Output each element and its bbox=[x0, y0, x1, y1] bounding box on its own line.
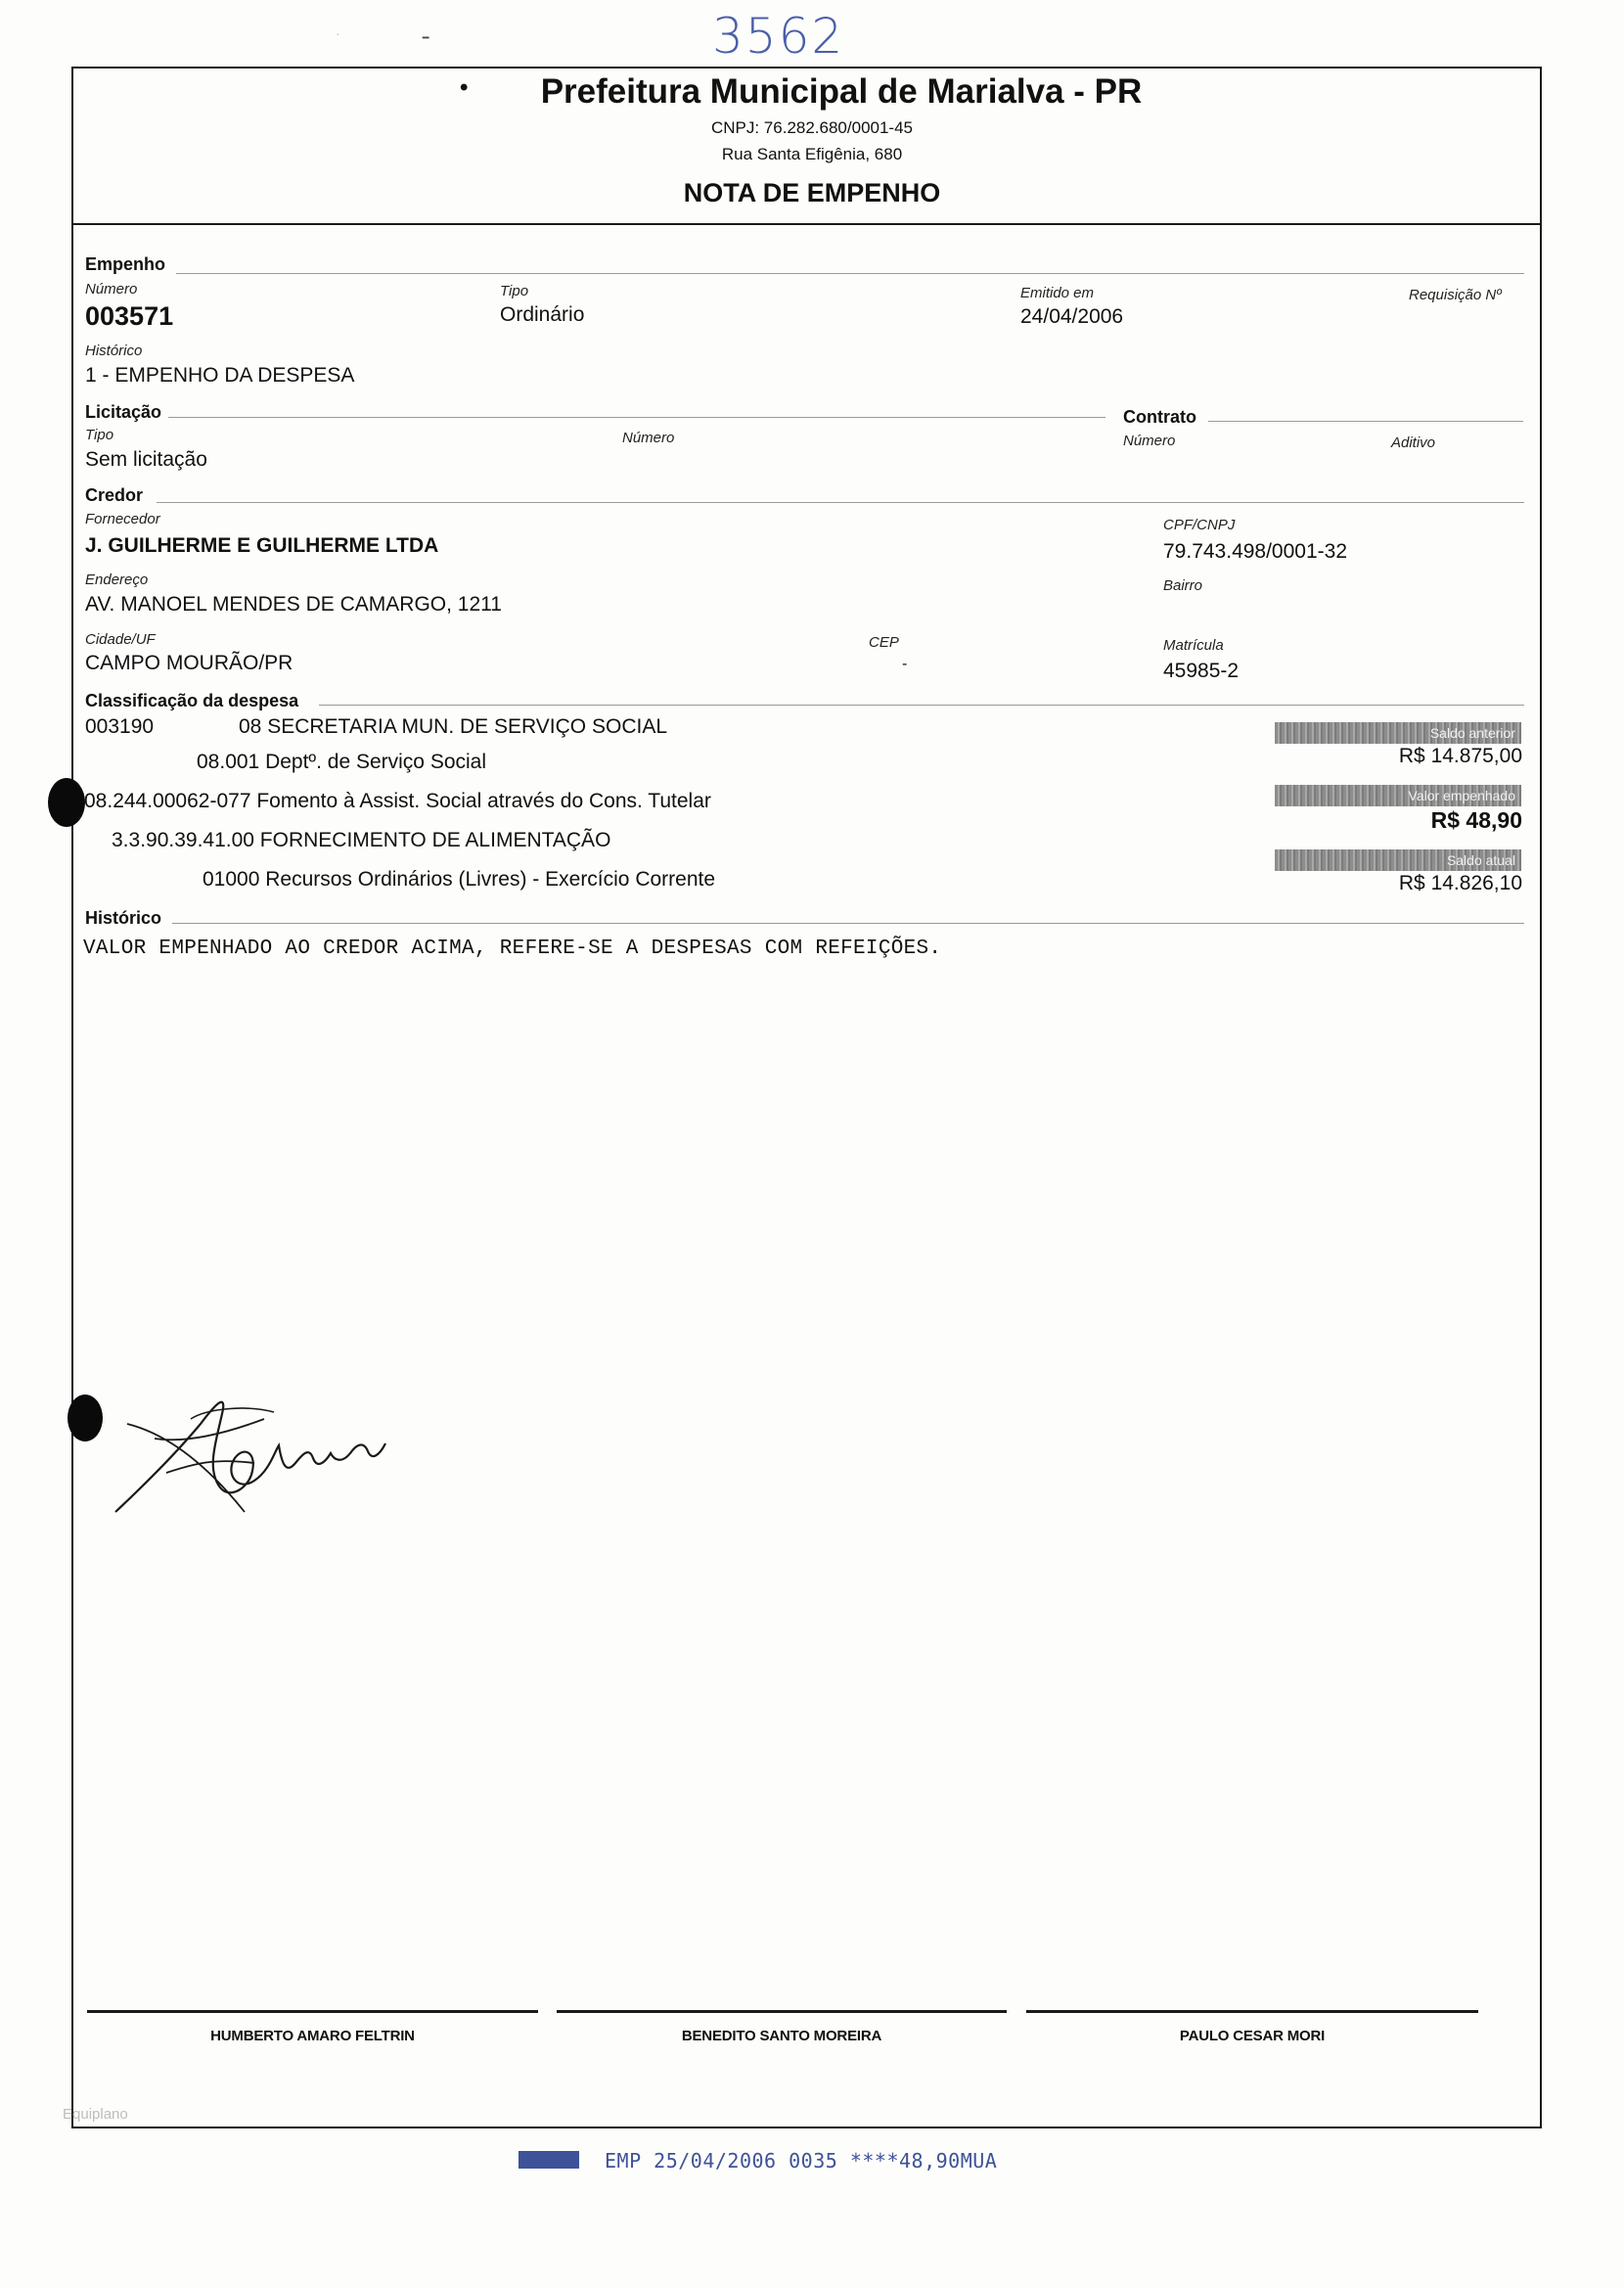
divider bbox=[1208, 421, 1523, 422]
handwritten-signature bbox=[108, 1365, 440, 1541]
saldo-anterior-label: Saldo anterior bbox=[1275, 722, 1521, 744]
licitacao-tipo-label: Tipo bbox=[85, 427, 114, 443]
signature-line bbox=[1026, 2010, 1478, 2013]
empenho-historico: 1 - EMPENHO DA DESPESA bbox=[85, 364, 355, 387]
stamp-mark bbox=[519, 2151, 579, 2169]
classificacao-secretaria: 08 SECRETARIA MUN. DE SERVIÇO SOCIAL bbox=[239, 715, 668, 738]
signatory-1: HUMBERTO AMARO FELTRIN bbox=[210, 2028, 415, 2044]
matricula-label: Matrícula bbox=[1163, 637, 1224, 654]
software-label: Equiplano bbox=[63, 2106, 128, 2123]
classificacao-programa: 08.244.00062-077 Fomento à Assist. Social através do Cons. Tutelar bbox=[84, 790, 711, 812]
requisicao-label: Requisição Nº bbox=[1409, 287, 1502, 303]
licitacao-tipo: Sem licitação bbox=[85, 448, 207, 471]
fornecedor-label: Fornecedor bbox=[85, 511, 160, 527]
divider bbox=[176, 273, 1524, 274]
section-contrato: Contrato bbox=[1123, 407, 1196, 427]
divider bbox=[172, 923, 1524, 924]
endereco: AV. MANOEL MENDES DE CAMARGO, 1211 bbox=[85, 593, 502, 616]
fornecedor-name: J. GUILHERME E GUILHERME LTDA bbox=[85, 534, 439, 557]
signatory-3: PAULO CESAR MORI bbox=[1179, 2028, 1326, 2044]
classificacao-recurso: 01000 Recursos Ordinários (Livres) - Exercício Corrente bbox=[203, 868, 716, 891]
section-historico: Histórico bbox=[85, 908, 162, 928]
signatory-2: BENEDITO SANTO MOREIRA bbox=[681, 2028, 882, 2044]
saldo-atual: R$ 14.826,10 bbox=[1398, 872, 1522, 894]
contrato-aditivo-label: Aditivo bbox=[1391, 435, 1436, 451]
valor-empenhado: R$ 48,90 bbox=[1430, 807, 1522, 833]
section-credor: Credor bbox=[85, 485, 144, 505]
endereco-label: Endereço bbox=[85, 572, 149, 588]
emitido-label: Emitido em bbox=[1020, 285, 1095, 301]
historico-text: VALOR EMPENHADO AO CREDOR ACIMA, REFERE-SE A DESPESAS COM REFEIÇÕES. bbox=[83, 938, 942, 960]
header-divider bbox=[71, 223, 1542, 225]
empenho-tipo: Ordinário bbox=[500, 303, 585, 326]
contrato-numero-label: Número bbox=[1123, 433, 1176, 449]
signature-line bbox=[87, 2010, 538, 2013]
org-cnpj: CNPJ: 76.282.680/0001-45 bbox=[710, 118, 914, 137]
empenho-historico-label: Histórico bbox=[85, 343, 143, 359]
classificacao-codigo: 003190 bbox=[85, 715, 155, 738]
section-empenho: Empenho bbox=[85, 254, 166, 274]
emitido-date: 24/04/2006 bbox=[1020, 305, 1124, 328]
classificacao-departamento: 08.001 Deptº. de Serviço Social bbox=[197, 751, 487, 773]
handwritten-number: 3562 bbox=[712, 8, 845, 65]
cpf-cnpj-label: CPF/CNPJ bbox=[1163, 517, 1236, 533]
empenho-tipo-label: Tipo bbox=[500, 283, 529, 299]
org-address: Rua Santa Efigênia, 680 bbox=[721, 145, 903, 163]
cidade: CAMPO MOURÃO/PR bbox=[85, 652, 293, 674]
valor-empenhado-label: Valor empenhado bbox=[1275, 785, 1521, 806]
saldo-atual-label: Saldo atual bbox=[1275, 849, 1521, 871]
cpf-cnpj: 79.743.498/0001-32 bbox=[1163, 540, 1348, 563]
cep: - bbox=[902, 656, 908, 672]
divider bbox=[168, 417, 1105, 418]
empenho-numero: 003571 bbox=[85, 301, 174, 331]
empenho-numero-label: Número bbox=[85, 281, 138, 297]
saldo-anterior: R$ 14.875,00 bbox=[1398, 745, 1522, 767]
punch-hole-mark bbox=[68, 1395, 103, 1441]
section-classificacao: Classificação da despesa bbox=[85, 691, 299, 710]
punch-hole-mark bbox=[48, 778, 85, 827]
section-licitacao: Licitação bbox=[85, 402, 162, 422]
bairro-label: Bairro bbox=[1163, 577, 1203, 594]
licitacao-numero-label: Número bbox=[622, 430, 675, 446]
footer-stamp: EMP 25/04/2006 0035 ****48,90MUA bbox=[605, 2149, 998, 2173]
document-title: NOTA DE EMPENHO bbox=[683, 178, 941, 207]
divider bbox=[319, 705, 1524, 706]
org-title: • Prefeitura Municipal de Marialva - PR bbox=[460, 72, 1143, 111]
classificacao-elemento: 3.3.90.39.41.00 FORNECIMENTO DE ALIMENTAÇÃO bbox=[112, 829, 611, 851]
matricula: 45985-2 bbox=[1163, 660, 1240, 682]
signature-line bbox=[557, 2010, 1007, 2013]
divider bbox=[157, 502, 1524, 503]
cidade-label: Cidade/UF bbox=[85, 631, 156, 648]
stray-mark: · bbox=[336, 25, 340, 41]
cep-label: CEP bbox=[869, 634, 899, 651]
stray-mark: ╴ bbox=[423, 25, 436, 50]
